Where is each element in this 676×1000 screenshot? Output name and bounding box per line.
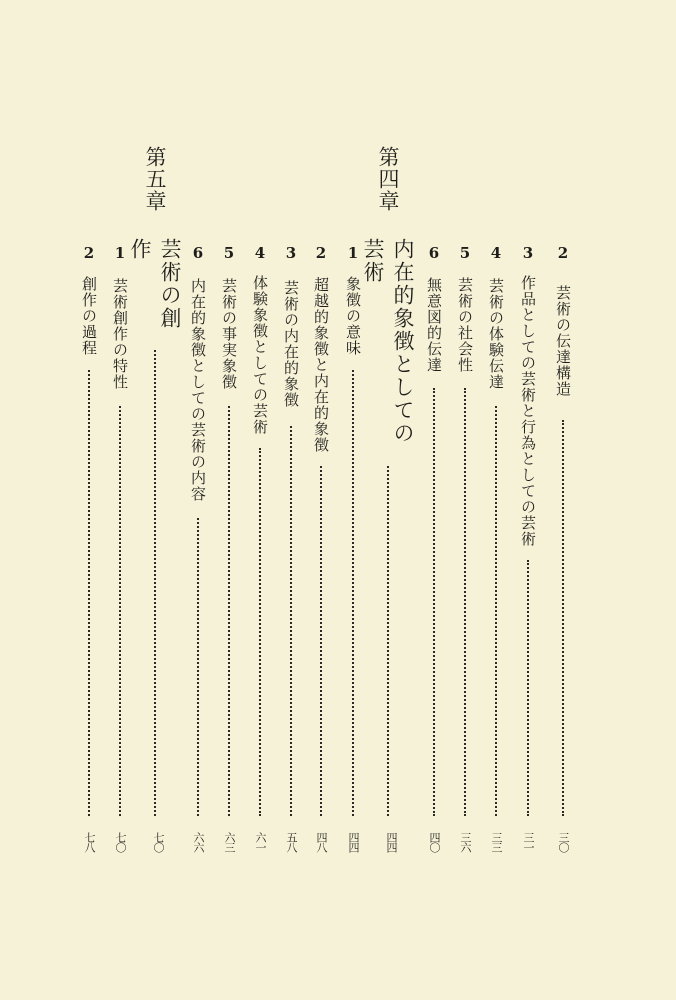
dot-leader: [154, 350, 156, 816]
dot-leader: [433, 388, 435, 816]
toc-entry: [183, 0, 213, 1000]
chapter-title: 芸術の創作: [128, 238, 182, 330]
toc-entry: [214, 0, 244, 1000]
page-number: 六六: [192, 832, 205, 852]
page-number: 四〇: [428, 832, 441, 852]
toc-entry: [338, 0, 368, 1000]
dot-leader: [259, 448, 261, 816]
section-title: 無意図的伝達: [425, 277, 443, 373]
section-title: 芸術の社会性: [456, 277, 474, 373]
section-number: 5: [223, 244, 235, 262]
toc-entry: [105, 0, 135, 1000]
section-title: 作品としての芸術と行為としての芸術: [519, 275, 537, 547]
chapter-label: 第五章: [143, 146, 167, 212]
section-title: 象徴の意味: [344, 276, 362, 356]
section-number: 2: [315, 244, 327, 262]
toc-entry: [419, 0, 449, 1000]
page-number: 五八: [285, 832, 298, 852]
page-number: 三六: [459, 832, 472, 852]
section-number: 6: [428, 244, 440, 262]
toc-entry: [548, 0, 578, 1000]
section-title: 創作の過程: [80, 276, 98, 356]
dot-leader: [387, 466, 389, 816]
section-number: 5: [459, 244, 471, 262]
section-number: 2: [83, 244, 95, 262]
dot-leader: [119, 406, 121, 816]
dot-leader: [495, 406, 497, 816]
page-number: 七〇: [114, 832, 127, 852]
dot-leader: [320, 466, 322, 816]
section-title: 芸術の事実象徴: [220, 278, 238, 390]
toc-entry: [74, 0, 104, 1000]
dot-leader: [464, 388, 466, 816]
section-title: 超越的象徴と内在的象徴: [312, 277, 330, 453]
page-number: 四四: [347, 832, 360, 852]
section-number: 2: [557, 244, 569, 262]
section-title: 体験象徴としての芸術: [251, 275, 269, 435]
section-number: 3: [285, 244, 297, 262]
section-title: 芸術の体験伝達: [487, 278, 505, 390]
page-number: 六三: [223, 832, 236, 852]
dot-leader: [197, 518, 199, 816]
chapter-entry: [361, 0, 415, 1000]
dot-leader: [228, 406, 230, 816]
toc-entry: [513, 0, 543, 1000]
toc-entry: [450, 0, 480, 1000]
page-number: 三一: [522, 832, 535, 852]
chapter-title: 内在的象徴としての芸術: [361, 238, 415, 445]
dot-leader: [88, 370, 90, 816]
toc-entry: [481, 0, 511, 1000]
section-number: 3: [522, 244, 534, 262]
section-title: 芸術の伝達構造: [554, 285, 572, 397]
page-number: 七〇: [152, 832, 165, 852]
section-number: 1: [347, 244, 359, 262]
toc-entry: [306, 0, 336, 1000]
section-number: 6: [192, 244, 204, 262]
page-number: 四四: [385, 832, 398, 852]
section-title: 内在的象徴としての芸術の内容: [189, 278, 207, 502]
dot-leader: [290, 426, 292, 816]
chapter-entry: [128, 0, 182, 1000]
dot-leader: [352, 370, 354, 816]
toc-entry: [245, 0, 275, 1000]
page-number: 三〇: [557, 832, 570, 852]
page-number: 四八: [315, 832, 328, 852]
section-title: 芸術の内在的象徴: [282, 280, 300, 408]
chapter-label: 第四章: [376, 146, 400, 212]
page-number: 七八: [83, 832, 96, 852]
section-number: 1: [114, 244, 126, 262]
toc-entry: [276, 0, 306, 1000]
dot-leader: [527, 560, 529, 816]
section-number: 4: [490, 244, 502, 262]
section-title: 芸術創作の特性: [111, 278, 129, 390]
section-number: 4: [254, 244, 266, 262]
page-number: 三三: [490, 832, 503, 852]
page-number: 六一: [254, 832, 267, 852]
dot-leader: [562, 420, 564, 816]
